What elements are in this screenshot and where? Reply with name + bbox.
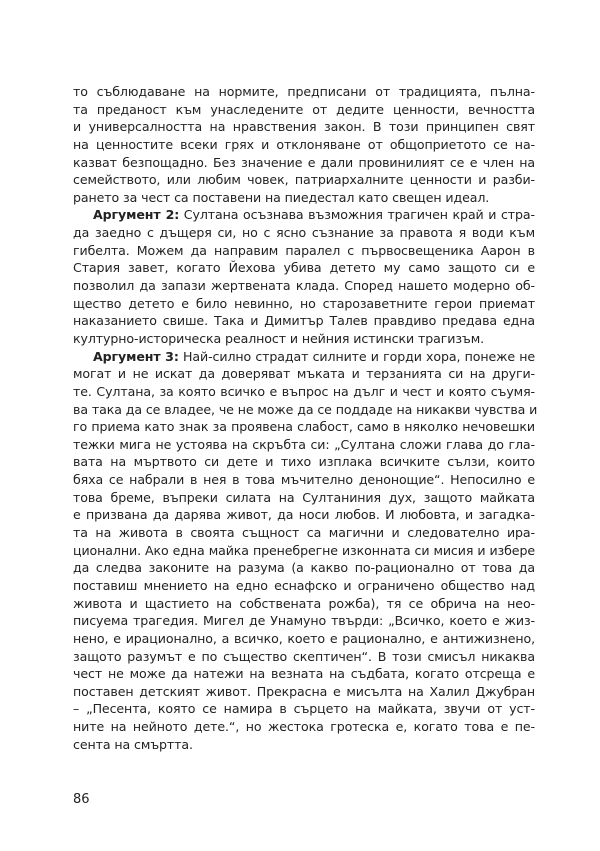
text-line: и универсалността на нравствения закон. В този принципен свят (73, 119, 535, 135)
text-line: да следва законите на разума (а какво по-рационално от това да (73, 560, 535, 576)
argument-3-heading: Аргумент 3: (93, 348, 179, 364)
text-line: та на живота в своята същност са магични и следователно ира- (73, 525, 535, 541)
text-segment: Най-силно страдат силните и горди хора, понеже не (178, 348, 535, 364)
text-line: могат и не искат да доверяват мъката и терзанията си на други- (73, 366, 535, 382)
page-body (73, 83, 538, 753)
text-segment: Султана осъзнава възможния трагичен край и стра- (179, 207, 535, 223)
text-line: Стария завет, когато Йехова убива детето му само защото си е (73, 260, 535, 276)
text-line: то съблюдаване на нормите, предписани от традицията, пълна- (73, 84, 535, 99)
text-line: позволил да запази жертвената клада. Според нашето модерно об- (73, 278, 535, 294)
text-line: това бреме, въпреки силата на Султаниния дух, защото майката (73, 489, 535, 505)
text-line: да заедно с дъщеря си, но с ясно съзнание за правота я води към (73, 225, 535, 241)
text-line: гибелта. Можем да направим паралел с първосвещеника Аарон в (73, 242, 535, 258)
text-line: наказанието свише. Така и Димитър Талев правдиво предава една (73, 313, 535, 329)
text-line: поставен детският живот. Прекрасна е мисълта на Халил Джубран (73, 683, 535, 699)
text-line: писуема трагедия. Мигел де Унамуно твърди: „Всичко, което е жиз- (73, 613, 535, 629)
text-line: те. Султана, за която всичко е въпрос на дълг и чест и която съумя- (73, 383, 535, 399)
text-line: тежки мига не устоява на скръбта си: „Султана сложи глава до гла- (73, 436, 535, 452)
argument-2-line (73, 206, 535, 224)
text-line: нено, е ирационално, а всичко, което е рационално, е антижизнено, (73, 630, 535, 646)
text-line: го приема като знак за проявена слабост, само в няколко нечовешки (73, 419, 535, 435)
text-line: ционални. Ако една майка пренебрегне изконната си мисия и избере (73, 542, 535, 558)
text-line: културно-историческа реалност и нейния истински трагизъм. (73, 330, 485, 346)
text-line: живота и щастието на собствената рожба), тя се обрича на нео- (73, 595, 535, 611)
text-line: защото разумът е по същество скептичен“. В този смисъл никаква (73, 648, 535, 664)
text-line: семейството, или любим човек, патриархалните ценности и разби- (73, 172, 535, 188)
text-line: ва така да се владее, че не може да се поддаде на никакви чувства и (73, 401, 538, 417)
text-line: – „Песента, която се намира в сърцето на майката, звучи от уст- (73, 701, 535, 717)
text-line: рането за чест са поставени на пиедестал като свещен идеал. (73, 189, 490, 205)
text-line: казват безпощадно. Без значение е дали провинилият се е член на (73, 154, 535, 170)
text-line: поставиш мнението на едно еснафско и ограничено общество над (73, 577, 535, 593)
text-line: вата на мъртвото си дете и тихо изплака всичките сълзи, които (73, 454, 535, 470)
page-number: 86 (73, 792, 90, 807)
text-line: сента на смъртта. (73, 736, 193, 752)
text-line: та преданост към унаследените от дедите ценности, вечността (73, 101, 535, 117)
text-line: на ценностите всеки грях и отклоняване от общоприетото се на- (73, 136, 535, 152)
text-line: чест не може да натежи на везната на съдбата, когато отсреща е (73, 666, 535, 682)
text-line: щество детето е било невинно, но старозаветните герои приемат (73, 295, 535, 311)
text-line: ните на нейното дете.“, но жестока гротеска е, когато това е пе- (73, 719, 535, 735)
argument-2-heading: Аргумент 2: (93, 207, 180, 223)
argument-3-line (73, 348, 535, 366)
text-line: е призвана да дарява живот, да носи любов. И любовта, и загадка- (73, 507, 535, 523)
text-line: бяха се набрали в нея в това мъчително денонощие“. Непосилно е (73, 472, 535, 488)
